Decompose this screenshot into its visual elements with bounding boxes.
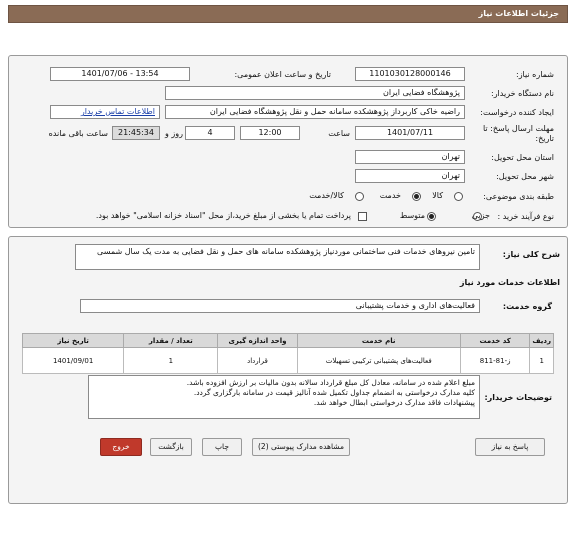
category-radio-goods[interactable] bbox=[454, 192, 463, 201]
exit-button[interactable]: خروج bbox=[100, 438, 142, 456]
cell-service-name: فعالیت‌های پشتیبانی ترکیبی تسهیلات bbox=[297, 348, 460, 374]
category-label: طبقه بندی موضوعی: bbox=[483, 192, 554, 201]
buyer-org-label: نام دستگاه خریدار: bbox=[491, 89, 554, 98]
services-table-header bbox=[23, 334, 554, 348]
category-radio-service[interactable] bbox=[412, 192, 421, 201]
announce-datetime-field: 1401/07/06 - 13:54 bbox=[50, 67, 190, 81]
cell-unit: قرارداد bbox=[218, 348, 297, 374]
services-section-title: اطلاعات خدمات مورد نیاز bbox=[459, 278, 560, 287]
category-option-goods: کالا bbox=[432, 191, 443, 200]
buyer-note-line: پیشنهادات فاقد مدارک درخواستی ابطال خواهد شد. bbox=[313, 398, 475, 407]
col-need-date: تاریخ نیاز bbox=[23, 334, 124, 348]
remaining-time-field: 21:45:34 bbox=[112, 126, 160, 140]
deadline-date-label: تاریخ: bbox=[535, 134, 554, 143]
days-field: 4 bbox=[185, 126, 235, 140]
attachments-button[interactable]: مشاهده مدارک پیوستی (2) bbox=[252, 438, 350, 456]
table-row bbox=[23, 348, 554, 374]
service-group-field: فعالیت‌های اداری و خدمات پشتیبانی bbox=[80, 299, 480, 313]
requester-field: راضیه خاکی کاربرداز پژوهشکده سامانه حمل و نقل پژوهشگاه فضایی ایران bbox=[165, 105, 465, 119]
remaining-label: ساعت باقی مانده bbox=[48, 129, 108, 138]
page-title: جزئیات اطلاعات نیاز bbox=[8, 5, 568, 23]
action-bar bbox=[90, 438, 560, 456]
category-option-service: خدمت bbox=[379, 191, 401, 200]
process-label: نوع فرآیند خرید : bbox=[497, 212, 554, 221]
col-unit: واحد اندازه گیری bbox=[218, 334, 297, 348]
deadline-label: مهلت ارسال پاسخ: تا bbox=[482, 124, 554, 133]
back-button[interactable]: بازگشت bbox=[150, 438, 192, 456]
days-label: روز و bbox=[165, 129, 183, 138]
cell-quantity: 1 bbox=[124, 348, 218, 374]
buyer-org-field: پژوهشگاه فضایی ایران bbox=[165, 86, 465, 100]
province-label: استان محل تحویل: bbox=[491, 153, 554, 162]
description-label: شرح کلی نیاز: bbox=[502, 250, 560, 259]
buyer-contact-box[interactable] bbox=[50, 105, 160, 119]
col-row: ردیف bbox=[530, 334, 554, 348]
category-radio-goods-service[interactable] bbox=[355, 192, 364, 201]
city-field: تهران bbox=[355, 169, 465, 183]
need-number-field: 1101030128000146 bbox=[355, 67, 465, 81]
buyer-notes-label: توضیحات خریدار: bbox=[484, 393, 552, 402]
description-field: تامین نیروهای خدمات فنی ساختمانی موردنیاز پژوهشکده سامانه های حمل و نقل فضایی به مدت یک سال شمسی bbox=[75, 244, 480, 270]
col-service-name: نام خدمت bbox=[297, 334, 460, 348]
cell-row: 1 bbox=[530, 348, 554, 374]
province-field: تهران bbox=[355, 150, 465, 164]
buyer-contact-link[interactable]: اطلاعات تماس خریدار bbox=[80, 107, 155, 116]
col-quantity: تعداد / مقدار bbox=[124, 334, 218, 348]
payment-note: پرداخت تمام یا بخشی از مبلغ خرید،از محل "اسناد خزانه اسلامی" خواهد بود. bbox=[95, 211, 351, 220]
city-label: شهر محل تحویل: bbox=[496, 172, 554, 181]
col-service-code: کد خدمت bbox=[460, 334, 530, 348]
process-radio-medium[interactable] bbox=[427, 212, 436, 221]
buyer-note-line: کلیه مدارک درخواستی به انضمام جداول تکمیل شده آنالیز قیمت در سامانه بارگزاری گردد. bbox=[193, 388, 475, 397]
requester-label: ایجاد کننده درخواست: bbox=[480, 108, 554, 117]
buyer-notes-field bbox=[88, 375, 480, 419]
buyer-note-line: مبلغ اعلام شده در سامانه، معادل کل مبلغ قرارداد سالانه بدون مالیات بر ارزش افزوده باشد. bbox=[186, 378, 475, 387]
process-option-minor: جزیی bbox=[471, 211, 490, 220]
reply-button[interactable]: پاسخ به نیاز bbox=[475, 438, 545, 456]
announce-datetime-label: تاریخ و ساعت اعلان عمومی: bbox=[234, 70, 331, 79]
deadline-time-field: 12:00 bbox=[240, 126, 300, 140]
process-option-medium: متوسط bbox=[399, 211, 425, 220]
cell-need-date: 1401/09/01 bbox=[23, 348, 124, 374]
time-label: ساعت bbox=[328, 129, 350, 138]
treasury-checkbox[interactable] bbox=[358, 212, 367, 221]
service-group-label: گروه خدمت: bbox=[502, 302, 552, 311]
need-number-label: شماره نیاز: bbox=[516, 70, 554, 79]
deadline-date-field: 1401/07/11 bbox=[355, 126, 465, 140]
cell-service-code: ز-81-811 bbox=[460, 348, 530, 374]
print-button[interactable]: چاپ bbox=[202, 438, 242, 456]
category-option-goods-service: کالا/خدمت bbox=[309, 191, 344, 200]
services-table bbox=[22, 333, 554, 374]
